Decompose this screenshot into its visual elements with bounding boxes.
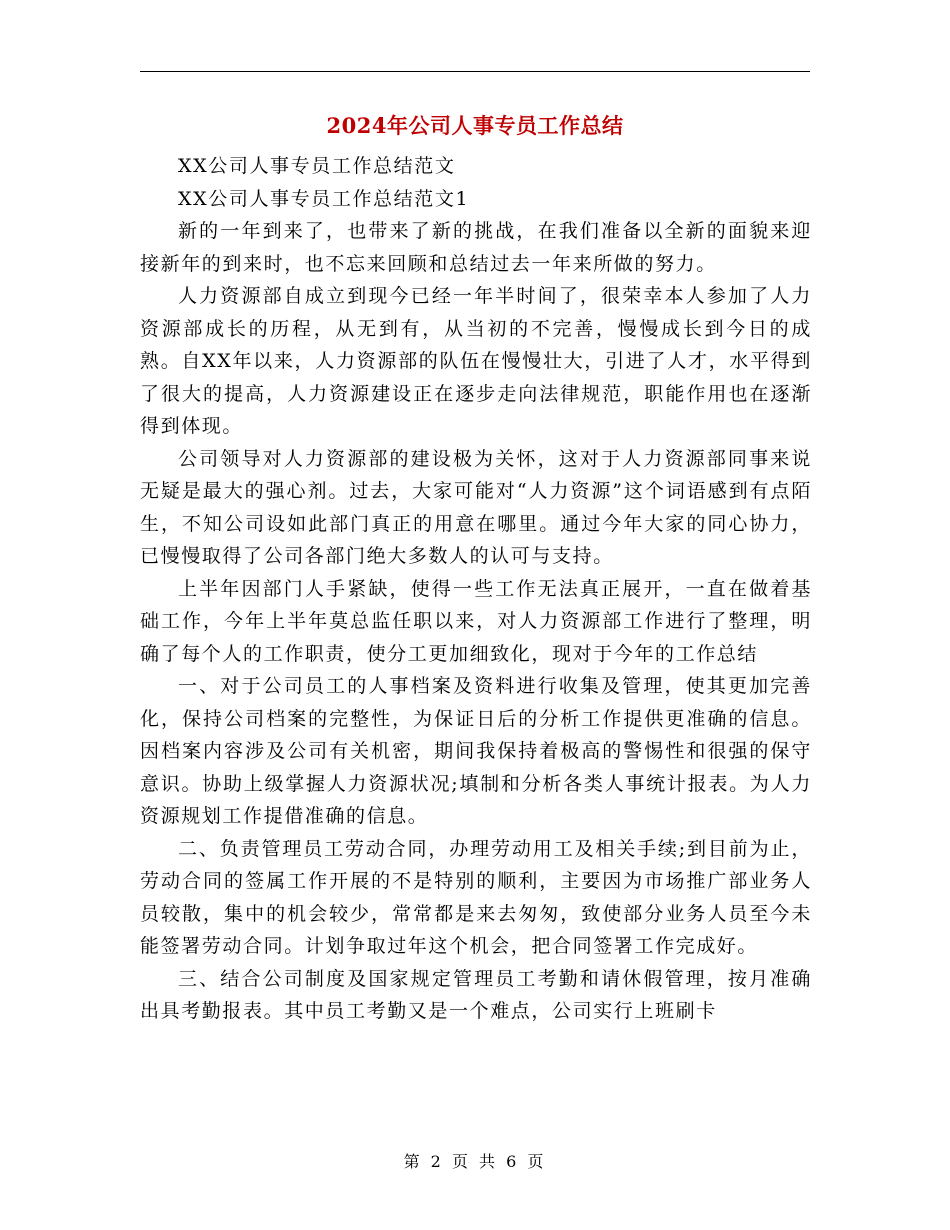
document-title: 2024年公司人事专员工作总结 xyxy=(326,113,624,138)
paragraph: 公司领导对人力资源部的建设极为关怀，这对于人力资源部同事来说无疑是最大的强心剂。过去，大家可能对“人力资源”这个词语感到有点陌生，不知公司设如此部门真正的用意在哪里。通过今年大家的同心协力，已慢慢取得了公司各部门绝大多数人的认可与支持。 xyxy=(140,447,812,567)
header-rule xyxy=(140,71,810,72)
paragraph: 人力资源部自成立到现今已经一年半时间了，很荣幸本人参加了人力资源部成长的历程，从无到有，从当初的不完善，慢慢成长到今日的成熟。自XX年以来，人力资源部的队伍在慢慢壮大，引进了人才，水平得到了很大的提高，人力资源建设正在逐步走向法律规范，职能作用也在逐渐得到体现。 xyxy=(140,285,812,437)
paragraph: 一、对于公司员工的人事档案及资料进行收集及管理，使其更加完善化，保持公司档案的完整性，为保证日后的分析工作提供更准确的信息。因档案内容涉及公司有关机密，期间我保持着极高的警惕性和很强的保守意识。协助上级掌握人力资源状况;填制和分析各类人事统计报表。为人力资源规划工作提借准确的信息。 xyxy=(140,675,812,827)
document-body xyxy=(140,150,812,1028)
paragraph: XX公司人事专员工作总结范文 xyxy=(178,155,456,177)
page-footer: 第 2 页 共 6 页 xyxy=(403,1152,547,1171)
paragraph: 三、结合公司制度及国家规定管理员工考勤和请休假管理，按月准确出具考勤报表。其中员工考勤又是一个难点，公司实行上班刷卡 xyxy=(140,967,812,1022)
paragraph: XX公司人事专员工作总结范文1 xyxy=(178,187,470,210)
paragraph: 二、负责管理员工劳动合同，办理劳动用工及相关手续;到目前为止，劳动合同的签属工作开展的不是特别的顺利，主要因为市场推广部业务人员较散，集中的机会较少，常常都是来去匆匆，致使部分业务人员至今未能签署劳动合同。计划争取过年这个机会，把合同签署工作完成好。 xyxy=(140,837,812,957)
paragraph: 新的一年到来了，也带来了新的挑战，在我们准备以全新的面貌来迎接新年的到来时，也不忘来回顾和总结过去一年来所做的努力。 xyxy=(140,220,812,275)
paragraph: 上半年因部门人手紧缺，使得一些工作无法真正展开，一直在做着基础工作，今年上半年莫总监任职以来，对人力资源部工作进行了整理，明确了每个人的工作职责，使分工更加细致化，现对于今年的工作总结 xyxy=(140,577,812,665)
